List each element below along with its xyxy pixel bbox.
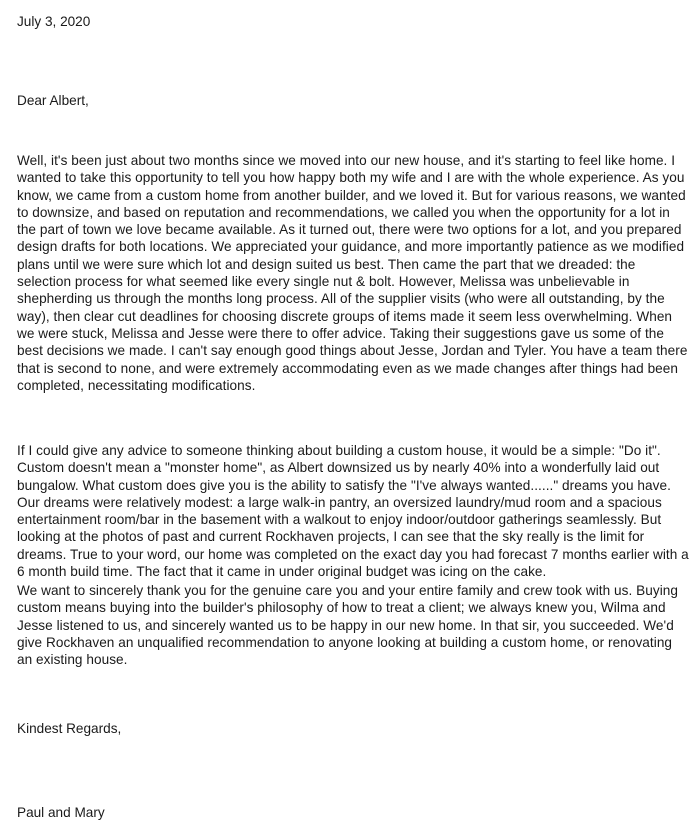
letter-date: July 3, 2020 <box>17 14 91 29</box>
letter-salutation: Dear Albert, <box>17 93 89 108</box>
letter-paragraph-2: If I could give any advice to someone thinking about building a custom house, it would be a simple: "Do it". Custom doesn't mean a "monster home", as Albert downsized us by nearly 40% into a wonderfully laid out bungalow. What custom does give you is the ability to satisfy the "I've always wanted......" dreams you have. Our dreams were relatively modest: a large walk-in pantry, an oversized laundry/mud room and a spacious entertainment room/bar in the basement with a walkout to enjoy indoor/outdoor gatherings seamlessly. But looking at the photos of past and current Rockhaven projects, I can see that the sky really is the limit for dreams. True to your word, our home was completed on the exact day you had forecast 7 months earlier with a 6 month build time. The fact that it came in under original budget was icing on the cake. <box>17 443 689 580</box>
letter <box>17 13 689 820</box>
letter-closing: Kindest Regards, <box>17 721 122 736</box>
letter-signature: Paul and Mary <box>17 805 105 820</box>
letter-paragraph-3: We want to sincerely thank you for the genuine care you and your entire family and crew took with us. Buying custom means buying into the builder's philosophy of how to treat a client; we always knew you, Wilma and Jesse listened to us, and sincerely wanted us to be happy in our new home. In that sir, you succeeded. We'd give Rockhaven an unqualified recommendation to anyone looking at building a custom home, or renovating an existing house. <box>17 583 679 668</box>
letter-paragraph-1: Well, it's been just about two months since we moved into our new house, and it's starting to feel like home. I wanted to take this opportunity to tell you how happy both my wife and I are with the whole experience. As you know, we came from a custom home from another builder, and we loved it. But for various reasons, we wanted to downsize, and based on reputation and recommendations, we called you when the opportunity for a lot in the part of town we love became available. As it turned out, there were two options for a lot, and you prepared design drafts for both locations. We appreciated your guidance, and more importantly patience as we modified plans until we were sure which lot and design suited us best. Then came the part that we dreaded: the selection process for what seemed like every single nut & bolt. However, Melissa was unbelievable in shepherding us through the months long process. All of the supplier visits (who were all outstanding, by the way), then clear cut deadlines for choosing discrete groups of items made it seem less overwhelming. When we were stuck, Melissa and Jesse were there to offer advice. Taking their suggestions gave us some of the best decisions we made. I can't say enough good things about Jesse, Jordan and Tyler. You have a team there that is second to none, and were extremely accommodating even as we made changes after things had been completed, necessitating modifications. <box>17 153 688 393</box>
